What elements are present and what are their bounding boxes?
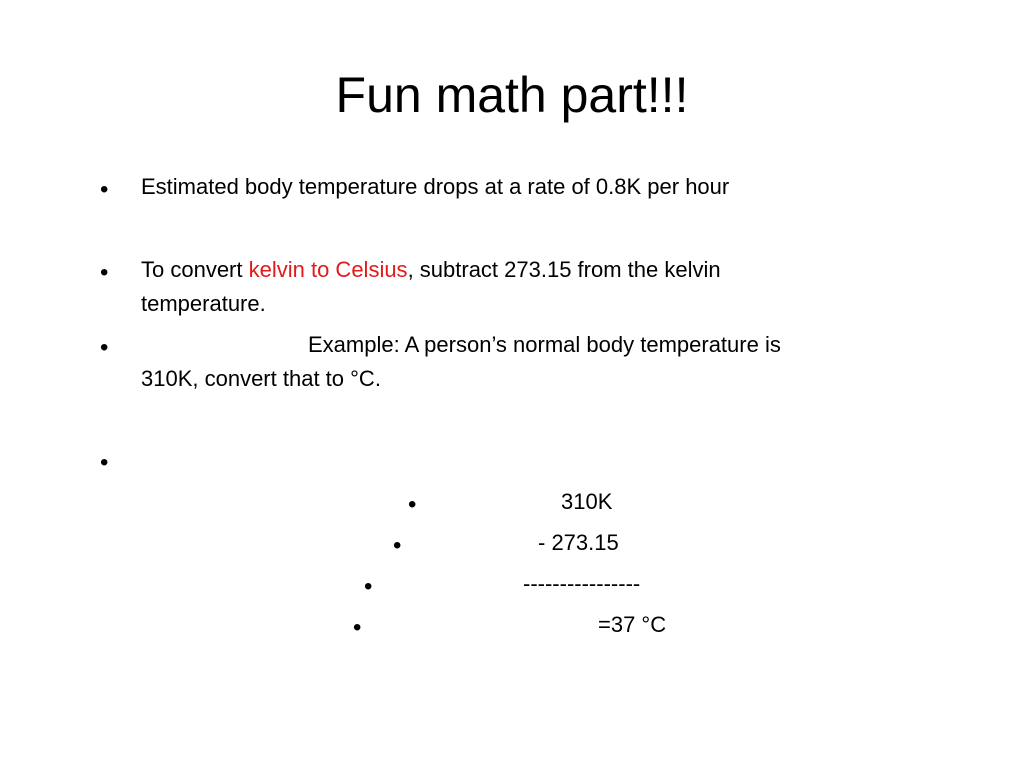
- item-2-line-1: [141, 253, 721, 287]
- calc-line-3: ----------------: [523, 571, 641, 596]
- item-2-suffix: , subtract 273.15 from the kelvin: [407, 257, 721, 282]
- calc-line-4: =37 °C: [598, 612, 667, 637]
- slide-title: Fun math part!!!: [335, 67, 689, 123]
- item-2-highlight: kelvin to Celsius: [248, 257, 408, 282]
- item-2-line-2: temperature.: [141, 291, 266, 316]
- bullet-4: •: [100, 449, 109, 476]
- calc-bullet-3: •: [364, 573, 373, 600]
- item-2-prefix: To convert: [141, 257, 249, 282]
- calc-line-2: - 273.15: [538, 530, 619, 555]
- calc-bullet-4: •: [353, 614, 362, 641]
- calc-line-1: 310K: [561, 489, 613, 514]
- bullet-1: •: [100, 176, 109, 203]
- bullet-2: •: [100, 259, 109, 286]
- calc-bullet-1: •: [408, 491, 417, 518]
- item-3-line-2: 310K, convert that to °C.: [141, 366, 381, 391]
- item-3-line-1: Example: A person’s normal body temperature is: [308, 332, 781, 357]
- item-1-text: Estimated body temperature drops at a rate of 0.8K per hour: [141, 174, 730, 199]
- bullet-3: •: [100, 334, 109, 361]
- calc-bullet-2: •: [393, 532, 402, 559]
